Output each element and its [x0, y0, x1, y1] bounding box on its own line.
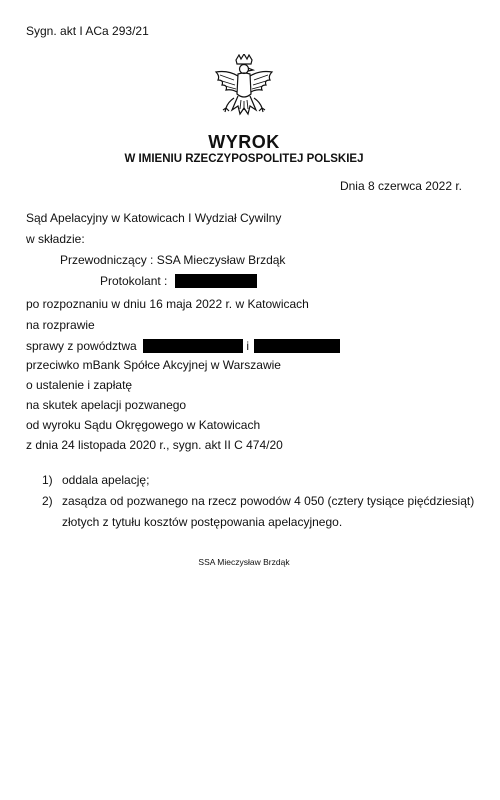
redacted-clerk-name [175, 274, 257, 288]
judge-signature: SSA Mieczysław Brzdąk [198, 557, 290, 567]
ruling-continuation: złotych z tytułu kosztów postępowania apelacyjnego. [62, 515, 343, 529]
subject-line: o ustalenie i zapłatę [26, 378, 133, 392]
judgment-date: Dnia 8 czerwca 2022 r. [339, 179, 462, 193]
hearing-line: po rozpoznaniu w dniu 16 maja 2022 r. w Katowicach [26, 297, 309, 311]
court-clerk [100, 274, 257, 288]
presiding-judge [60, 253, 285, 267]
ruling-item [42, 473, 149, 487]
ruling-number: 2) [42, 494, 53, 508]
plaintiffs-line [26, 339, 340, 353]
presiding-name: SSA Mieczysław Brzdąk [156, 253, 286, 267]
court-name: Sąd Apelacyjny w Katowicach I Wydział Cywilny [26, 211, 282, 225]
plaintiffs-conjunction: i [246, 339, 250, 353]
hearing-type: na rozprawie [26, 318, 95, 332]
case-reference: Sygn. akt I ACa 293/21 [26, 24, 149, 38]
defendant-line: przeciwko mBank Spółce Akcyjnej w Warszawie [26, 358, 281, 372]
ruling-text: oddala apelację; [62, 473, 150, 487]
redacted-plaintiff-2 [254, 339, 340, 353]
clerk-label: Protokolant : [100, 274, 168, 288]
polish-eagle-emblem-icon [210, 54, 278, 126]
ruling-text: zasądza od pozwanego na rzecz powodów 4 050 (cztery tysiące pięćdziesiąt) [62, 494, 475, 508]
judgment-title: WYROK [208, 132, 280, 152]
appeal-line: na skutek apelacji pozwanego [26, 398, 187, 412]
lower-court-line: od wyroku Sądu Okręgowego w Katowicach [26, 418, 261, 432]
redacted-plaintiff-1 [143, 339, 243, 353]
lower-court-date-line: z dnia 24 listopada 2020 r., sygn. akt II C 474/20 [26, 438, 283, 452]
ruling-item [42, 494, 474, 508]
judgment-subtitle: W IMIENIU RZECZYPOSPOLITEJ POLSKIEJ [124, 153, 364, 165]
ruling-number: 1) [42, 473, 53, 487]
presiding-label: Przewodniczący : [60, 253, 154, 267]
composition-label: w składzie: [26, 232, 85, 246]
plaintiffs-label: sprawy z powództwa [26, 339, 137, 353]
